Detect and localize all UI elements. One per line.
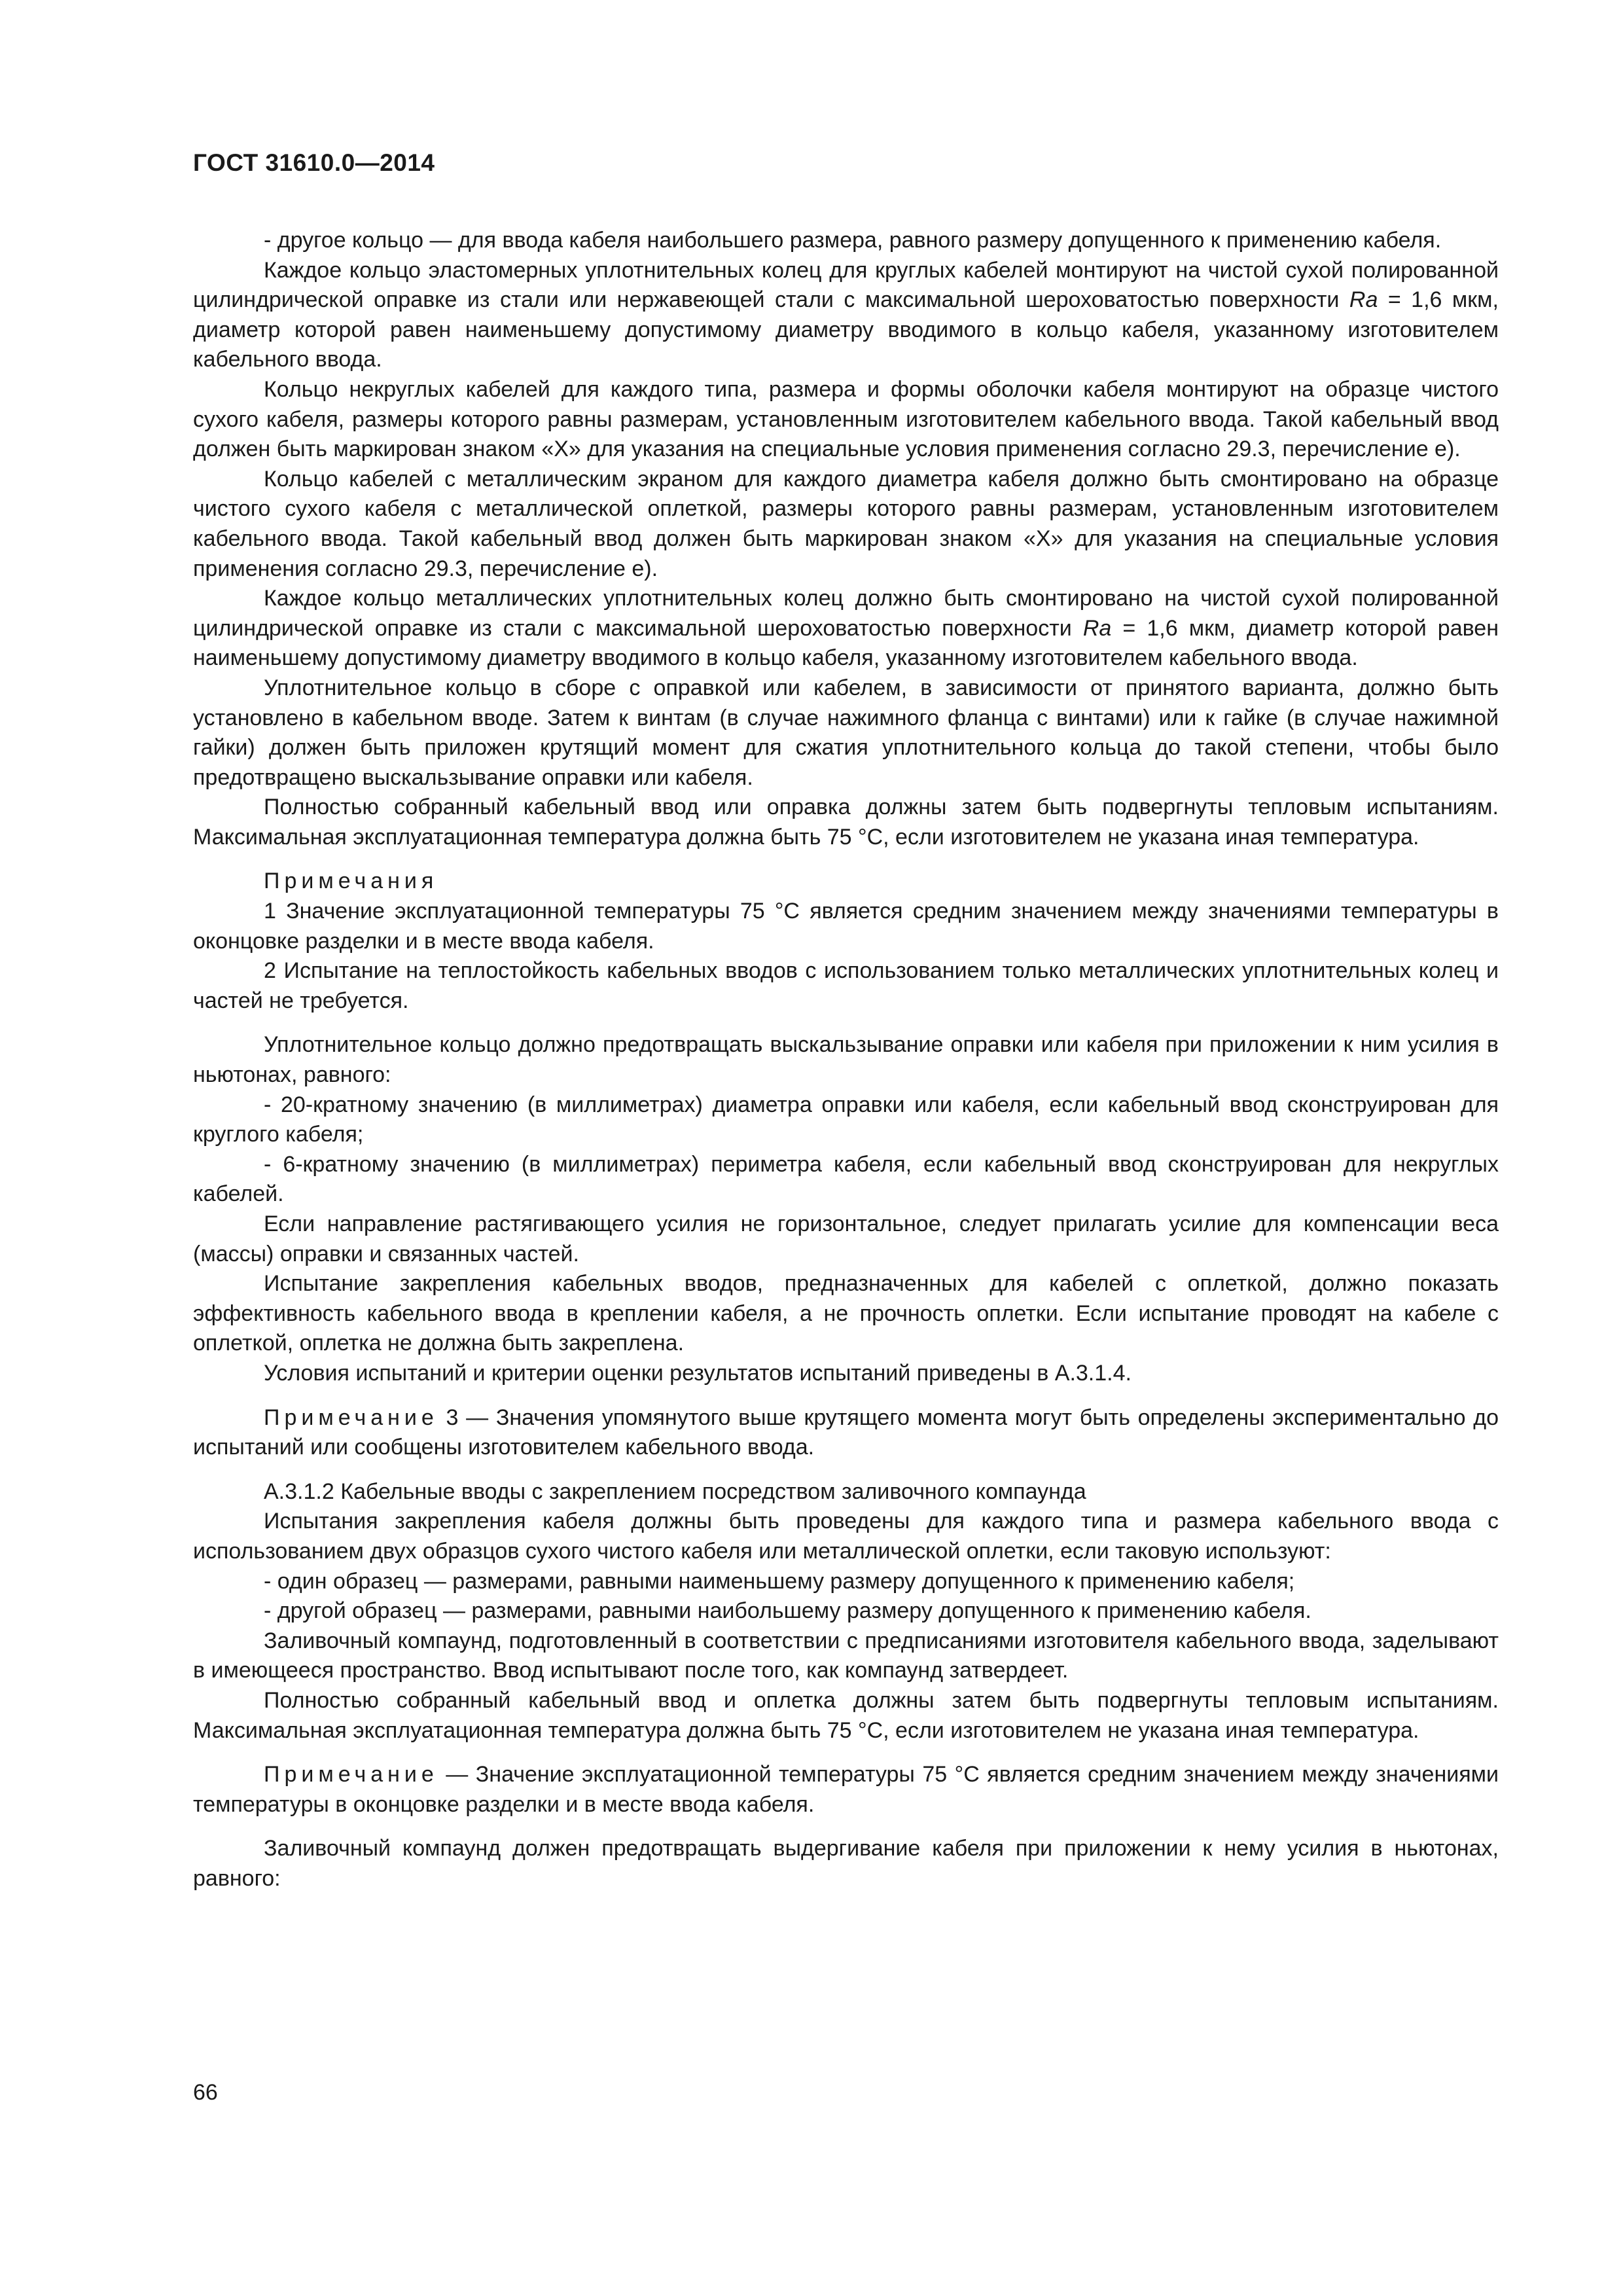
note-item-1: 1 Значение эксплуатационной температуры 75 °C является средним значением между значениями температуры в оконцовке разделки и в месте ввода кабеля.: [193, 899, 1499, 954]
section-heading-a312: А.3.1.2 Кабельные вводы с закреплением посредством заливочного компаунда: [264, 1479, 1086, 1504]
note-temperature: [193, 1760, 1499, 1820]
paragraph-compound-thermal: Полностью собранный кабельный ввод и оплетка должны затем быть подвергнуты тепловым испытаниям. Максимальная эксплуатационная температура должна быть 75 °C, если изготовителем не указана иная температура.: [193, 1687, 1499, 1743]
paragraph-metal-rings: [193, 584, 1499, 673]
paragraph-compound-filling: Заливочный компаунд, подготовленный в соответствии с предписаниями изготовителя кабельного ввода, заделывают в имеющееся пространство. Ввод испытывают после того, как компаунд затвердеет.: [193, 1628, 1499, 1683]
paragraph-force-direction: Если направление растягивающего усилия не горизонтальное, следует прилагать усилие для компенсации веса (массы) оправки и связанных частей.: [193, 1211, 1499, 1266]
list-item-smallest-sample: - один образец — размерами, равными наименьшему размеру допущенного к применению кабеля;: [264, 1568, 1295, 1594]
list-item-largest-sample: - другой образец — размерами, равными наибольшему размеру допущенного к применению кабеля.: [264, 1598, 1311, 1624]
list-item-round-cable: - 20-кратному значению (в миллиметрах) диаметра оправки или кабеля, если кабельный ввод сконструирован для круглого кабеля;: [193, 1092, 1499, 1147]
roughness-symbol: Ra: [1082, 615, 1112, 641]
note-text: 3 — Значения упомянутого выше крутящего момента могут быть определены экспериментально до испытаний или сообщены изготовителем кабельного ввода.: [193, 1405, 1499, 1460]
document-body: [193, 226, 1499, 1893]
paragraph-text-after: = 1,6 мкм, диаметр которой равен наименьшему допустимому диаметру вводимого в кольцо кабеля, указанному изготовителем кабельного ввода.: [193, 615, 1499, 671]
note-label: Примечание: [264, 1405, 438, 1430]
paragraph-ring-assembly: Уплотнительное кольцо в сборе с оправкой или кабелем, в зависимости от принятого варианта, должно быть установлено в кабельном вводе. Затем к винтам (в случае нажимного фланца с винтами) или к гайке (в случае нажимной гайки) должен быть приложен крутящий момент для сжатия уплотнительного кольца до такой степени, чтобы было предотвращено выскальзывание оправки или кабеля.: [193, 675, 1499, 790]
paragraph-compound-tests: Испытания закрепления кабеля должны быть проведены для каждого типа и размера кабельного ввода с использованием двух образцов сухого чистого кабеля или металлической оплетки, если таковую используют:: [193, 1509, 1499, 1564]
standard-designation: ГОСТ 31610.0—2014: [193, 149, 435, 176]
paragraph-thermal-tests: Полностью собранный кабельный ввод или оправка должны затем быть подвергнуты тепловым испытаниям. Максимальная эксплуатационная температура должна быть 75 °C, если изготовителем не указана иная температура.: [193, 795, 1499, 850]
paragraph-elastomer-rings: [193, 256, 1499, 375]
paragraph-metal-screen-cables: Кольцо кабелей с металлическим экраном для каждого диаметра кабеля должно быть смонтировано на образце чистого сухого кабеля с металлической оплеткой, размеры которого равны размерам, установленным изготовителем кабельного ввода. Такой кабельный ввод должен быть маркирован знаком «X» для указания на специальные условия применения согласно 29.3, перечисление е).: [193, 466, 1499, 581]
note-item-2: 2 Испытание на теплостойкость кабельных вводов с использованием только металлических уплотнительных колец и частей не требуется.: [193, 958, 1499, 1013]
paragraph-text-before: Каждое кольцо эластомерных уплотнительных колец для круглых кабелей монтируют на чистой сухой полированной цилиндрической оправке из стали или нержавеющей стали с максимальной шероховатостью поверхности: [193, 257, 1499, 313]
roughness-symbol: Ra: [1349, 287, 1378, 313]
paragraph-braided-cables: Испытание закрепления кабельных вводов, предназначенных для кабелей с оплеткой, должно показать эффективность кабельного ввода в креплении кабеля, а не прочность оплетки. Если испытание проводят на кабеле с оплеткой, оплетка не должна быть закреплена.: [193, 1271, 1499, 1356]
paragraph-other-ring: - другое кольцо — для ввода кабеля наибольшего размера, равного размеру допущенного к применению кабеля.: [264, 228, 1442, 253]
page-number: 66: [193, 2080, 218, 2105]
note-text: — Значение эксплуатационной температуры 75 °C является средним значением между значениями температуры в оконцовке разделки и в месте ввода кабеля.: [193, 1762, 1499, 1817]
notes-heading: Примечания: [264, 869, 438, 894]
paragraph-text-before: Каждое кольцо металлических уплотнительных колец должно быть смонтировано на чистой сухой полированной цилиндрической оправке из стали с максимальной шероховатостью поверхности: [193, 586, 1499, 641]
paragraph-test-conditions: Условия испытаний и критерии оценки результатов испытаний приведены в А.3.1.4.: [264, 1360, 1132, 1386]
paragraph-text-after: = 1,6 мкм, диаметр которой равен наименьшему допустимому диаметру вводимого в кольцо кабеля, указанному изготовителем кабельного ввода.: [193, 287, 1499, 372]
note-torque: [193, 1403, 1499, 1463]
list-item-noncircular-cable: - 6-кратному значению (в миллиметрах) периметра кабеля, если кабельный ввод сконструирован для некруглых кабелей.: [193, 1151, 1499, 1207]
note-label: Примечание: [264, 1762, 438, 1787]
paragraph-noncircular-cables: Кольцо некруглых кабелей для каждого типа, размера и формы оболочки кабеля монтируют на образце чистого сухого кабеля, размеры которого равны размерам, установленным изготовителем кабельного ввода. Такой кабельный ввод должен быть маркирован знаком «X» для указания на специальные условия применения согласно 29.3, перечисление е).: [193, 376, 1499, 462]
paragraph-compound-pull: Заливочный компаунд должен предотвращать выдергивание кабеля при приложении к нему усилия в ньютонах, равного:: [193, 1836, 1499, 1891]
paragraph-pull-force: Уплотнительное кольцо должно предотвращать выскальзывание оправки или кабеля при приложении к ним усилия в ньютонах, равного:: [193, 1032, 1499, 1088]
